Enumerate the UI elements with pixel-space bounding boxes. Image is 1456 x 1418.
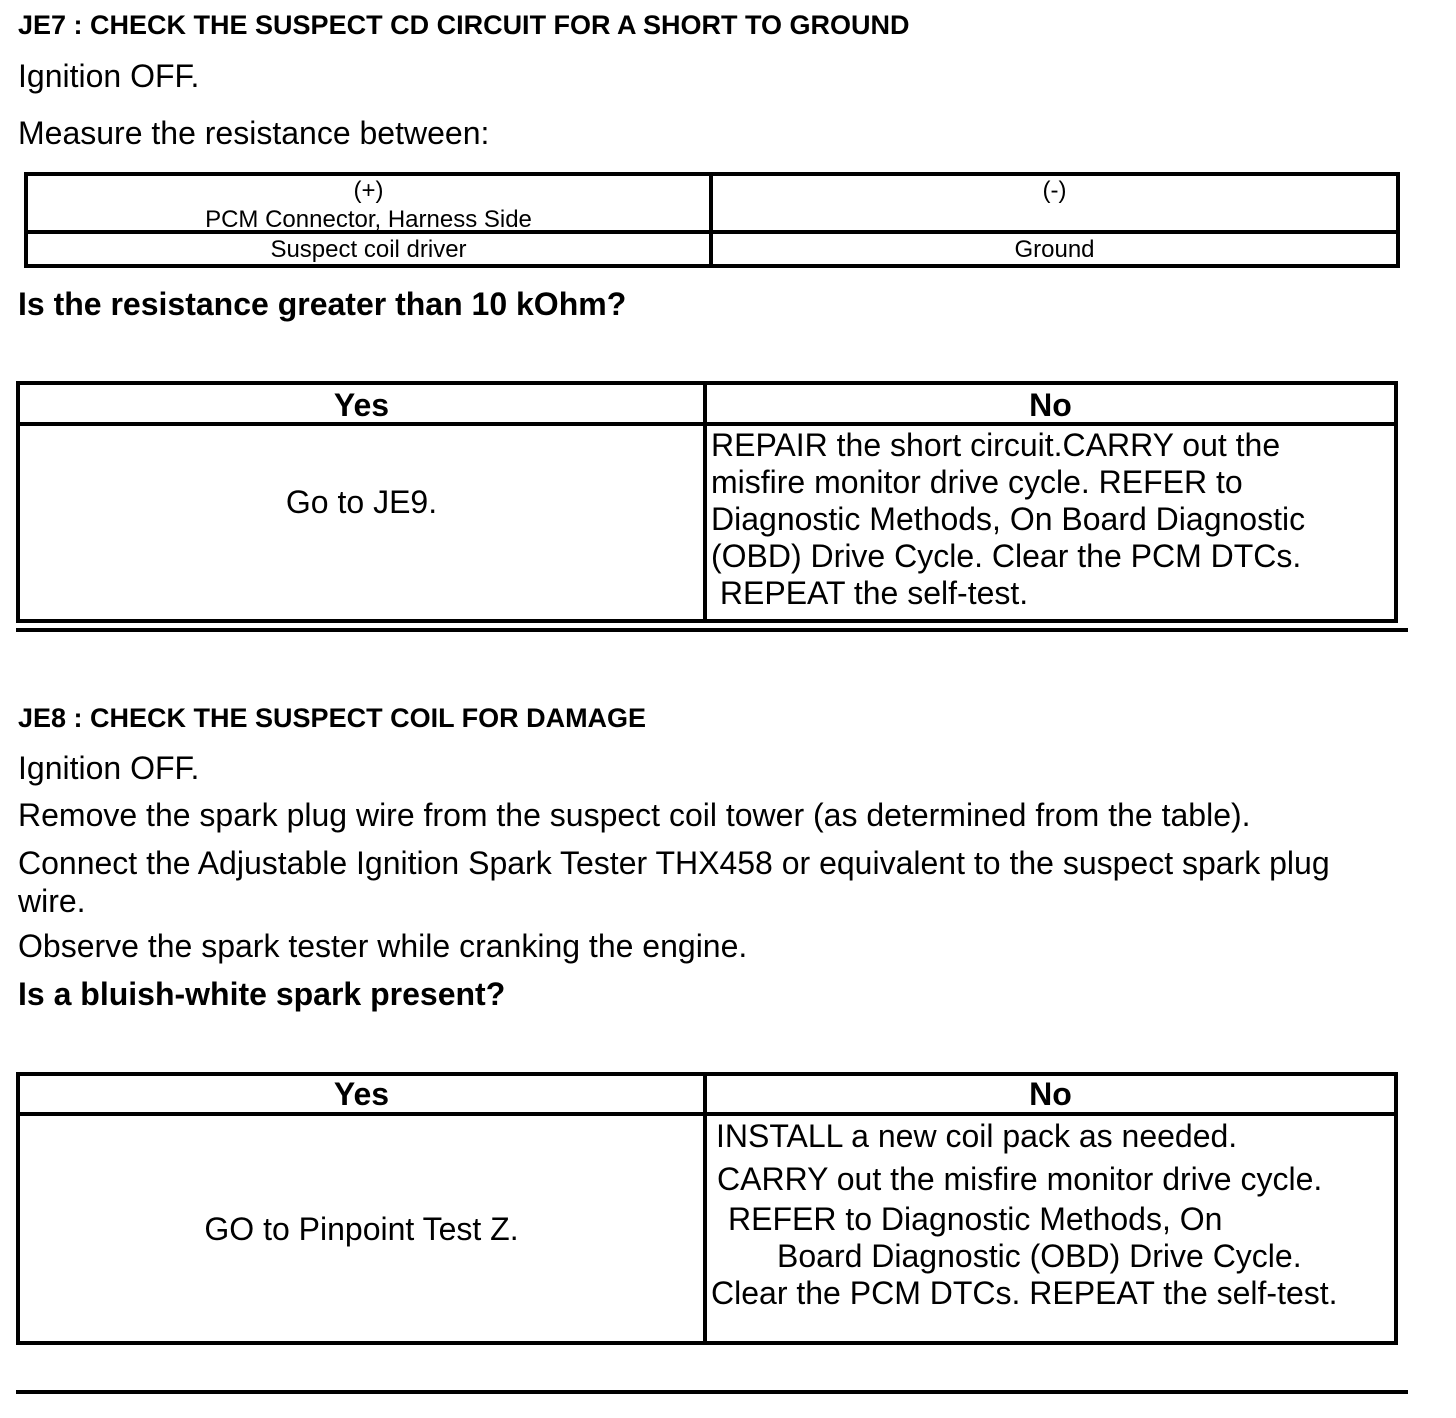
je7-step-ignition: Ignition OFF. xyxy=(18,58,200,94)
je7-yes-text: Go to JE9. xyxy=(285,484,438,520)
je7-no-text xyxy=(711,427,1305,612)
je8-step-remove: Remove the spark plug wire from the suspect coil tower (as determined from the table). xyxy=(18,797,1251,833)
je7-question: Is the resistance greater than 10 kOhm? xyxy=(18,286,627,322)
measure-cell-coil-driver: Suspect coil driver xyxy=(270,236,467,263)
je8-step-ignition: Ignition OFF. xyxy=(18,750,200,786)
je7-no-header: No xyxy=(1029,387,1072,423)
section-divider xyxy=(16,628,1408,632)
je8-no-line: Clear the PCM DTCs. REPEAT the self-test. xyxy=(711,1275,1338,1311)
je8-yes-header: Yes xyxy=(333,1076,390,1112)
measure-cell-ground: Ground xyxy=(1014,236,1095,263)
je7-step-measure: Measure the resistance between: xyxy=(18,115,490,151)
je7-no-line: REPEAT the self-test. xyxy=(711,575,1029,611)
je8-no-line: CARRY out the misfire monitor drive cycle. xyxy=(717,1161,1323,1197)
je8-step-connect-line2: wire. xyxy=(18,883,86,919)
je8-no-header: No xyxy=(1029,1076,1072,1112)
je7-no-line: (OBD) Drive Cycle. Clear the PCM DTCs. xyxy=(711,538,1302,574)
je7-title: JE7 : CHECK THE SUSPECT CD CIRCUIT FOR A SHORT TO GROUND xyxy=(18,10,910,40)
je8-title: JE8 : CHECK THE SUSPECT COIL FOR DAMAGE xyxy=(18,703,647,733)
section-divider xyxy=(16,1390,1408,1394)
je8-yes-text: GO to Pinpoint Test Z. xyxy=(204,1211,519,1247)
je7-no-line: REPAIR the short circuit.CARRY out the xyxy=(711,427,1281,463)
je8-question: Is a bluish-white spark present? xyxy=(18,976,506,1012)
measure-header-positive-symbol: (+) xyxy=(353,177,384,204)
je7-yes-header: Yes xyxy=(333,387,390,423)
je8-step-connect-line1: Connect the Adjustable Ignition Spark Tester THX458 or equivalent to the suspect spark plug xyxy=(18,845,1330,881)
je8-step-observe: Observe the spark tester while cranking the engine. xyxy=(18,928,748,964)
measure-header-positive-label: PCM Connector, Harness Side xyxy=(205,206,532,233)
je8-no-line: INSTALL a new coil pack as needed. xyxy=(716,1118,1238,1154)
je7-no-line: Diagnostic Methods, On Board Diagnostic xyxy=(711,501,1306,537)
je8-no-line: Board Diagnostic (OBD) Drive Cycle. xyxy=(777,1238,1302,1274)
je8-no-line: REFER to Diagnostic Methods, On xyxy=(728,1201,1223,1237)
measure-header-negative xyxy=(713,176,1396,205)
measure-header-negative-symbol: (-) xyxy=(1042,177,1067,204)
measure-header-positive xyxy=(28,176,709,234)
je7-no-line: misfire monitor drive cycle. REFER to xyxy=(711,464,1243,500)
